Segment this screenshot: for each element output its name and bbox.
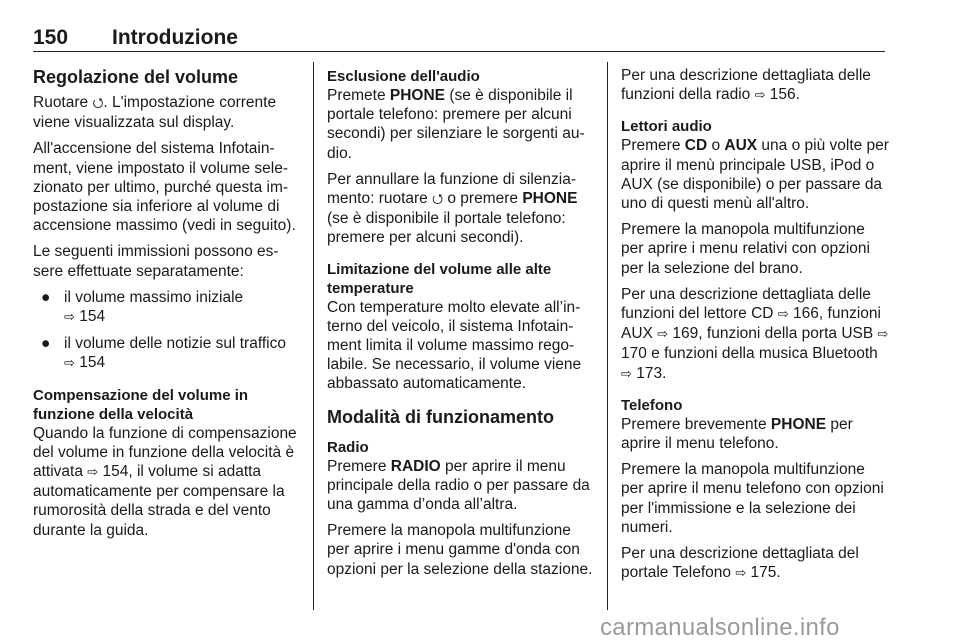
page-ref-icon: ⇨: [735, 566, 747, 582]
paragraph: Le seguenti immissioni possono essere effettuate separatamente:: [33, 243, 279, 280]
page-ref-link[interactable]: 156: [769, 86, 796, 104]
paragraph: Premere la manopola multifunzione per aprire i menu gamme d'onda con opzioni per la selezione della stazione.: [327, 522, 593, 578]
paragraph: Premere la manopola multifunzione per aprire il menu telefono con opzioni per l'immissione e la selezione dei numeri.: [621, 461, 884, 536]
page-ref-link[interactable]: 154: [102, 463, 129, 481]
column-divider-2: [607, 62, 608, 610]
list-item: ● il volume massimo iniziale ⇨ 154: [41, 288, 244, 326]
paragraph: Per una descrizione dettagliata delle funzioni del lettore CD ⇨ 166, funzioni AUX ⇨ 169, funzioni della porta USB ⇨ 170 e funzioni della musica Bluetooth ⇨ 173.: [621, 285, 889, 382]
page-ref-link[interactable]: 154: [79, 354, 106, 372]
paragraph: Con temperature molto elevate all’interno del veicolo, il sistema Infotainment limita il volume massimo regolabile. Se necessario, il volume viene abbassato automaticamente.: [327, 298, 582, 393]
column-2: [327, 63, 595, 586]
column-1: [33, 63, 299, 547]
section-title-volume: Regolazione del volume: [33, 67, 239, 87]
page-number: 150: [33, 26, 69, 49]
paragraph: Premere CD o AUX una o più volte per aprire il menù principale USB, iPod o AUX (se disponibile) o per passare da uno di questi menù all'altro.: [621, 137, 889, 213]
section-title-modes: Modalità di funzionamento: [327, 406, 554, 427]
chapter-title: Introduzione: [112, 26, 238, 49]
subsection-title: Lettori audio: [621, 118, 712, 136]
subsection-title: Limitazione del volume alle alte temperature: [327, 260, 552, 297]
paragraph: Per una descrizione dettagliata delle funzioni della radio ⇨ 156.: [621, 67, 871, 104]
paragraph: All'accensione del sistema Infotainment, viene impostato il volume selezionato per ultimo, purché questa impostazione sia inferiore al volume di accensione massimo (vedi in seguito).: [33, 140, 296, 235]
subsection-title: Radio: [327, 438, 369, 456]
column-3: [621, 63, 889, 590]
page-ref-link[interactable]: 166: [793, 305, 819, 323]
paragraph: Quando la funzione di compensazione del volume in funzione della velocità è attivata ⇨ 154, il volume si adatta automaticamente per compensare la rumorosità della strada e del vento durante la guida.: [33, 424, 297, 539]
column-divider-1: [313, 62, 314, 610]
page-ref-icon: ⇨: [621, 366, 632, 382]
bullet-icon: ●: [41, 335, 51, 353]
page-ref-icon: ⇨: [87, 465, 99, 481]
watermark: carmanualsonline.info: [600, 614, 840, 641]
page-ref-link[interactable]: 170: [621, 345, 647, 363]
paragraph: Premere brevemente PHONE per aprire il menu telefono.: [621, 415, 853, 453]
page-ref-icon: ⇨: [777, 307, 789, 323]
paragraph: Premere la manopola multifunzione per aprire i menu relativi con opzioni per la selezione del brano.: [621, 221, 870, 277]
page-header: [33, 26, 885, 54]
page-ref-icon: ⇨: [754, 88, 766, 104]
page-ref-icon: ⇨: [64, 310, 75, 326]
subsection-title: Esclusione dell'audio: [327, 68, 480, 85]
subsection-title: Compensazione del volume in funzione della velocità: [33, 386, 249, 423]
paragraph: Per una descrizione dettagliata del portale Telefono ⇨ 175.: [621, 545, 859, 582]
page-ref-icon: ⇨: [877, 327, 889, 343]
page-ref-icon: ⇨: [64, 356, 75, 372]
header-rule: [33, 51, 885, 52]
paragraph: Premete PHONE (se è disponibile il portale telefono: premere per alcuni secondi) per silenziare le sorgenti audio.: [327, 87, 585, 162]
page-ref-link[interactable]: 169: [672, 325, 699, 343]
paragraph: Per annullare la funzione di silenziamento: ruotare ⭯ o premere PHONE (se è disponibile il portale telefono: premere per alcuni secondi).: [327, 170, 578, 247]
paragraph: Ruotare ⭯. L'impostazione corrente viene visualizzata sul display.: [33, 94, 277, 132]
list-item: ● il volume delle notizie sul traffico ⇨ 154: [41, 335, 286, 372]
subsection-title: Telefono: [621, 396, 683, 414]
page-ref-link[interactable]: 175: [750, 564, 777, 582]
knob-icon: ⭯: [92, 96, 104, 111]
page-ref-link[interactable]: 154: [79, 308, 106, 326]
page-ref-icon: ⇨: [657, 327, 669, 343]
page-ref-link[interactable]: 173: [636, 364, 663, 382]
paragraph: Premere RADIO per aprire il menu principale della radio o per passare da una gamma d’onda all’altra.: [327, 457, 590, 514]
knob-icon: ⭯: [432, 192, 444, 208]
bullet-icon: ●: [41, 288, 51, 306]
